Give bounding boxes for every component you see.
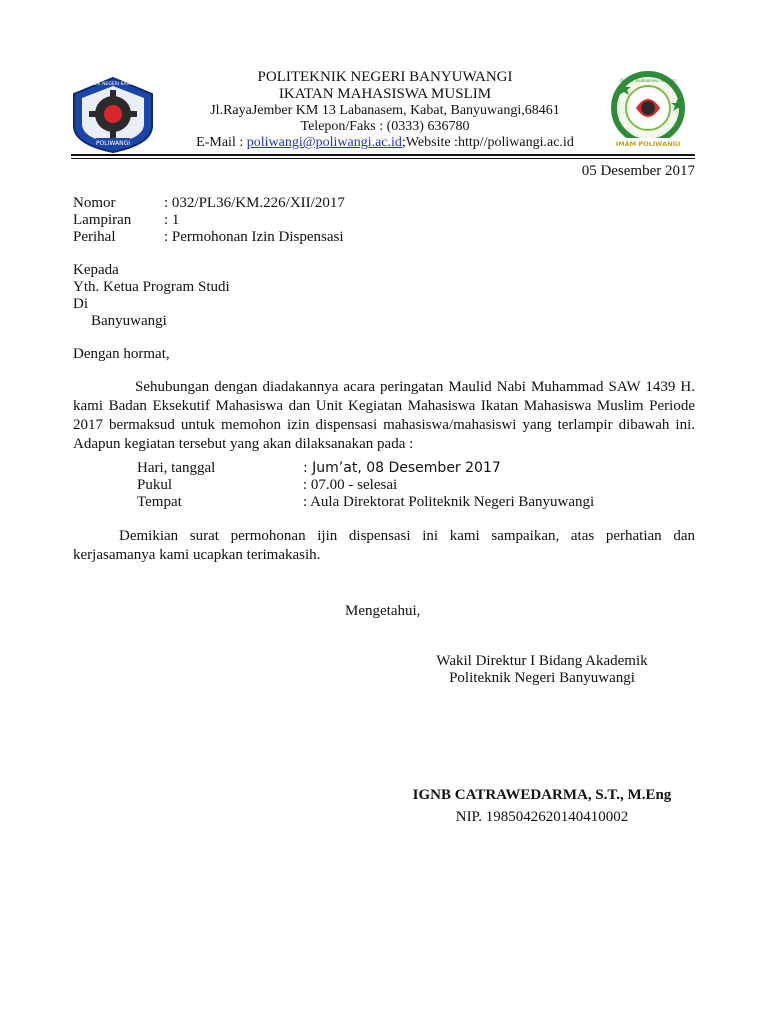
address: Jl.RayaJember KM 13 Labanasem, Kabat, Banyuwangi,68461 (210, 103, 560, 118)
body-paragraph-2 (73, 527, 695, 565)
left-logo-caption: POLIWANGI (95, 140, 131, 147)
left-logo-arc-text: POLITEKNIK NEGERI BANYUWANGI (74, 82, 152, 87)
recipient-line-4: Banyuwangi (91, 313, 167, 329)
event-label-time: Pukul (137, 477, 173, 493)
phone: Telepon/Faks : (0333) 636780 (300, 119, 470, 134)
event-label-date: Hari, tanggal (137, 460, 216, 476)
website: ;Website :http//poliwangi.ac.id (401, 135, 574, 150)
event-label-place: Tempat (137, 494, 182, 510)
body-paragraph-1 (73, 378, 695, 454)
email-prefix: E-Mail : (196, 135, 247, 150)
header-rule-thin (71, 158, 695, 159)
header-rule (71, 154, 695, 156)
signatory-institution: Politeknik Negeri Banyuwangi (449, 670, 635, 686)
organization-name: IKATAN MAHASISWA MUSLIM (278, 86, 492, 102)
meta-label-nomor: Nomor (73, 195, 116, 211)
letter-date: 05 Desember 2017 (581, 163, 695, 179)
meta-label-lampiran: Lampiran (73, 212, 132, 228)
contact-line (150, 135, 620, 151)
signatory-nip: NIP. 1985042620140410002 (455, 809, 629, 825)
body-paragraph-2-text: Demikian surat permohonan ijin dispensasi ini kami sampaikan, atas perhatian dan kerjasamanya kami ucapkan terimakasih. (73, 528, 695, 563)
recipient-line-1: Kepada (73, 262, 119, 278)
event-value-time: : 07.00 - selesai (303, 477, 398, 493)
signatory-position: Wakil Direktur I Bidang Akademik (436, 653, 648, 669)
signatory-name: IGNB CATRAWEDARMA, S.T., M.Eng (412, 787, 672, 803)
poliwangi-logo (70, 76, 156, 154)
meta-value-perihal: : Permohonan Izin Dispensasi (164, 229, 344, 245)
institution-name: POLITEKNIK NEGERI BANYUWANGI (257, 69, 513, 85)
right-logo-arc-text: Ikatan Mahasiswa Muslim (620, 78, 676, 83)
email-link[interactable]: poliwangi@poliwangi.ac.id (246, 135, 402, 150)
meta-label-perihal: Perihal (73, 229, 116, 245)
event-value-place: : Aula Direktorat Politeknik Negeri Banyuwangi (303, 494, 595, 510)
body-paragraph-1-text: Sehubungan dengan diadakannya acara peringatan Maulid Nabi Muhammad SAW 1439 H. kami Badan Eksekutif Mahasiswa dan Unit Kegiatan Mahasiswa Ikatan Mahasiswa Muslim Periode 2017 bermaksud untuk memohon izin dispensasi mahasiswa/mahasiswi yang terlampir dibawah ini. Adapun kegiatan tersebut yang akan dilaksanakan pada : (73, 379, 695, 452)
meta-value-nomor: : 032/PL36/KM.226/XII/2017 (164, 195, 345, 211)
right-logo-caption: IMAM POLIWANGI (615, 140, 681, 148)
greeting: Dengan hormat, (73, 346, 170, 362)
event-value-date: : Jum’at, 08 Desember 2017 (303, 460, 501, 476)
recipient-line-2: Yth. Ketua Program Studi (73, 279, 230, 295)
recipient-line-3: Di (73, 296, 88, 312)
acknowledged-label: Mengetahui, (345, 603, 421, 619)
meta-value-lampiran: : 1 (164, 212, 180, 228)
